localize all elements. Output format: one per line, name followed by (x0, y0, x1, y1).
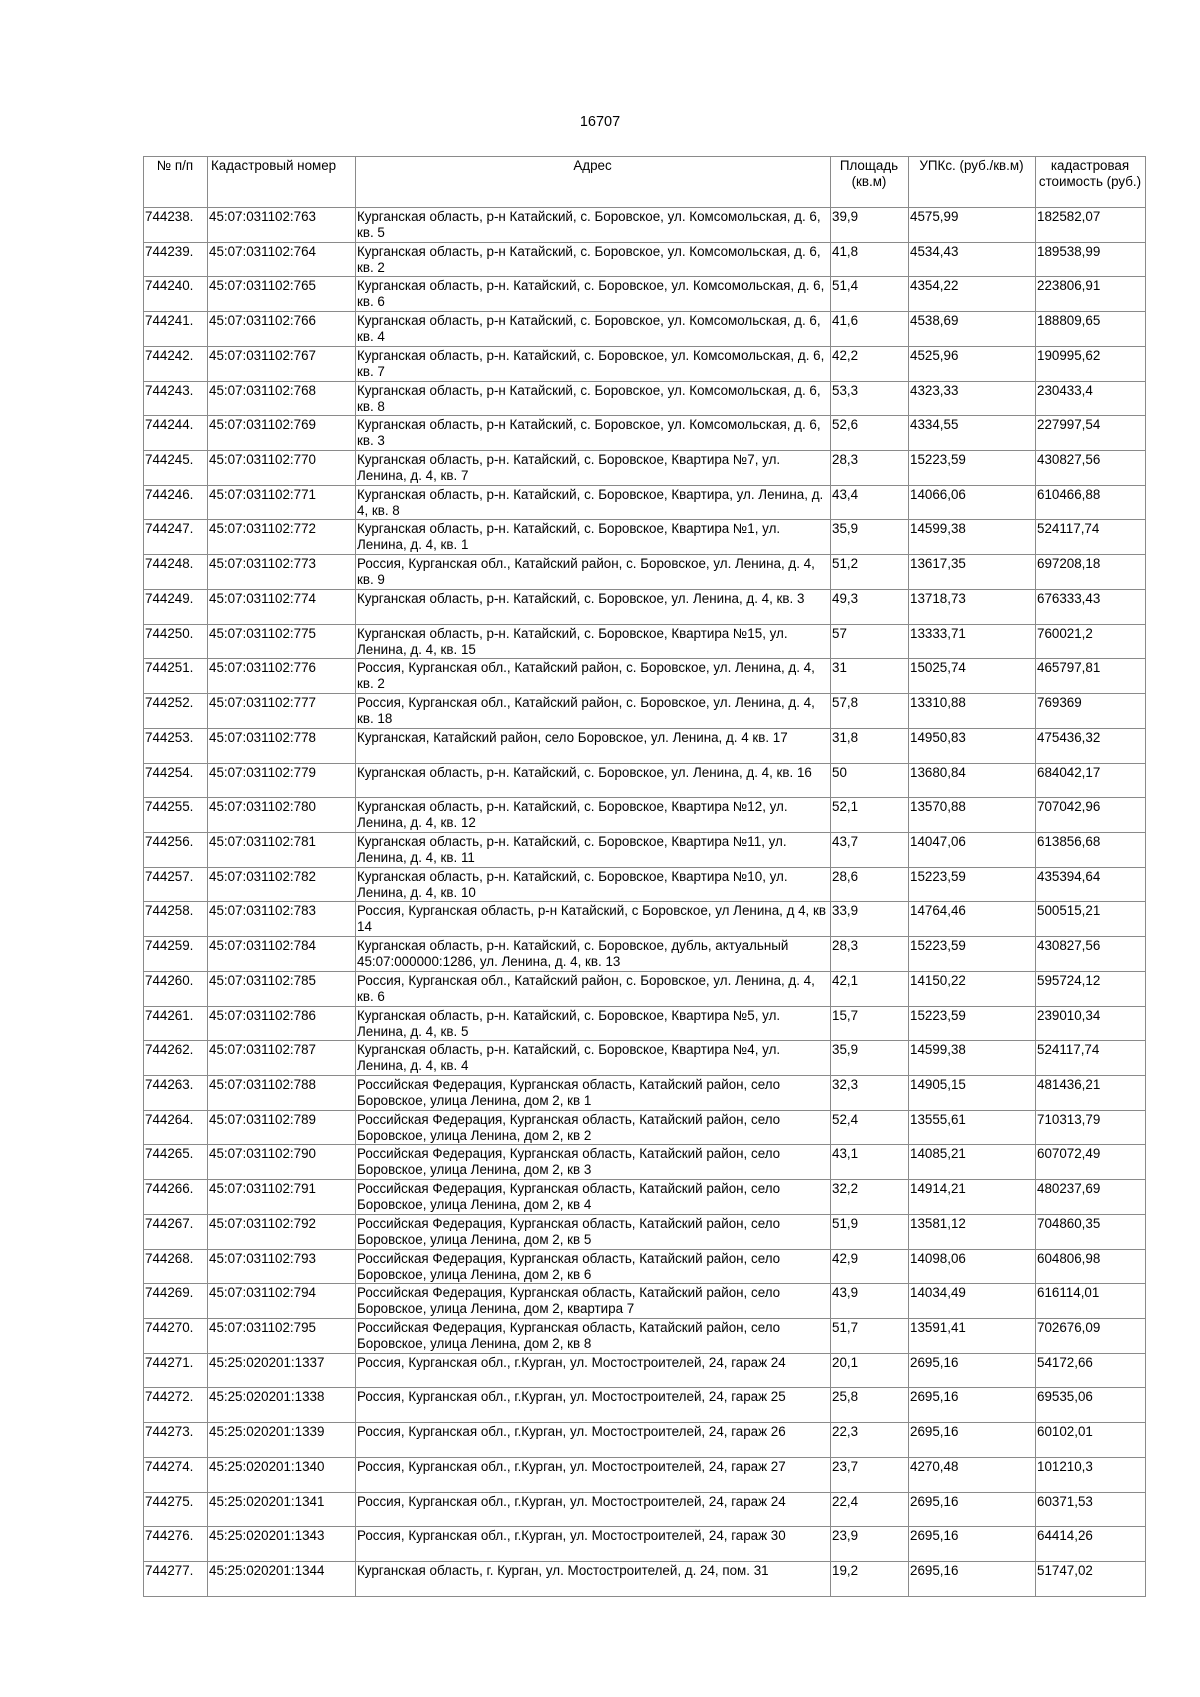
upks-cell: 14066,06 (909, 485, 1036, 520)
header-area: Площадь (кв.м) (831, 157, 909, 208)
upks-cell: 13581,12 (909, 1214, 1036, 1249)
cadastral-number-cell: 45:07:031102:774 (208, 589, 356, 624)
cadastral-value-cell: 760021,2 (1036, 624, 1146, 659)
row-num-cell: 744242. (144, 346, 208, 381)
upks-cell: 15223,59 (909, 867, 1036, 902)
address-cell: Россия, Курганская область, р-н Катайский, с Боровское, ул Ленина, д 4, кв 14 (356, 902, 831, 937)
area-cell: 20,1 (831, 1353, 909, 1388)
table-row (144, 451, 1146, 486)
address-cell: Курганская область, р-н. Катайский, с. Боровское, Квартира №7, ул. Ленина, д. 4, кв. 7 (356, 451, 831, 486)
row-num-cell: 744271. (144, 1353, 208, 1388)
row-num-cell: 744248. (144, 555, 208, 590)
cadastral-number-cell: 45:07:031102:791 (208, 1180, 356, 1215)
area-cell: 43,9 (831, 1284, 909, 1319)
address-cell: Российская Федерация, Курганская область, Катайский район, село Боровское, улица Ленина, дом 2, кв 8 (356, 1319, 831, 1354)
cadastral-number-cell: 45:07:031102:779 (208, 763, 356, 798)
table-row (144, 798, 1146, 833)
table-row (144, 1457, 1146, 1492)
cadastral-value-cell: 710313,79 (1036, 1110, 1146, 1145)
cadastral-number-cell: 45:07:031102:763 (208, 208, 356, 243)
cadastral-number-cell: 45:07:031102:784 (208, 937, 356, 972)
row-num-cell: 744251. (144, 659, 208, 694)
upks-cell: 14764,46 (909, 902, 1036, 937)
row-num-cell: 744257. (144, 867, 208, 902)
upks-cell: 14034,49 (909, 1284, 1036, 1319)
cadastral-value-cell: 595724,12 (1036, 971, 1146, 1006)
row-num-cell: 744269. (144, 1284, 208, 1319)
upks-cell: 15223,59 (909, 937, 1036, 972)
area-cell: 51,2 (831, 555, 909, 590)
cadastral-value-cell: 702676,09 (1036, 1319, 1146, 1354)
table-row (144, 485, 1146, 520)
area-cell: 52,1 (831, 798, 909, 833)
address-cell: Курганская область, р-н. Катайский, с. Боровское, ул. Ленина, д. 4, кв. 16 (356, 763, 831, 798)
cadastral-value-cell: 475436,32 (1036, 728, 1146, 763)
address-cell: Курганская область, р-н. Катайский, с. Боровское, Квартира, ул. Ленина, д. 4, кв. 8 (356, 485, 831, 520)
cadastral-value-cell: 481436,21 (1036, 1075, 1146, 1110)
table-row (144, 728, 1146, 763)
table-row (144, 1284, 1146, 1319)
address-cell: Россия, Курганская обл., г.Курган, ул. Мостостроителей, 24, гараж 26 (356, 1423, 831, 1458)
area-cell: 52,4 (831, 1110, 909, 1145)
row-num-cell: 744250. (144, 624, 208, 659)
upks-cell: 2695,16 (909, 1353, 1036, 1388)
cadastral-value-cell: 101210,3 (1036, 1457, 1146, 1492)
area-cell: 23,9 (831, 1527, 909, 1562)
upks-cell: 2695,16 (909, 1527, 1036, 1562)
row-num-cell: 744264. (144, 1110, 208, 1145)
row-num-cell: 744258. (144, 902, 208, 937)
cadastral-number-cell: 45:07:031102:766 (208, 312, 356, 347)
address-cell: Курганская область, р-н Катайский, с. Боровское, ул. Комсомольская, д. 6, кв. 5 (356, 208, 831, 243)
cadastral-value-cell: 480237,69 (1036, 1180, 1146, 1215)
upks-cell: 4575,99 (909, 208, 1036, 243)
upks-cell: 14047,06 (909, 832, 1036, 867)
address-cell: Россия, Курганская обл., Катайский район, с. Боровское, ул. Ленина, д. 4, кв. 18 (356, 694, 831, 729)
cadastral-value-cell: 189538,99 (1036, 242, 1146, 277)
area-cell: 32,3 (831, 1075, 909, 1110)
cadastral-value-cell: 684042,17 (1036, 763, 1146, 798)
cadastral-number-cell: 45:07:031102:764 (208, 242, 356, 277)
cadastral-number-cell: 45:25:020201:1337 (208, 1353, 356, 1388)
area-cell: 19,2 (831, 1562, 909, 1597)
row-num-cell: 744253. (144, 728, 208, 763)
table-row (144, 659, 1146, 694)
row-num-cell: 744276. (144, 1527, 208, 1562)
row-num-cell: 744274. (144, 1457, 208, 1492)
area-cell: 22,3 (831, 1423, 909, 1458)
upks-cell: 13333,71 (909, 624, 1036, 659)
row-num-cell: 744244. (144, 416, 208, 451)
area-cell: 28,3 (831, 937, 909, 972)
upks-cell: 15025,74 (909, 659, 1036, 694)
address-cell: Российская Федерация, Курганская область, Катайский район, село Боровское, улица Ленина, дом 2, квартира 7 (356, 1284, 831, 1319)
address-cell: Курганская область, р-н. Катайский, с. Боровское, Квартира №5, ул. Ленина, д. 4, кв. 5 (356, 1006, 831, 1041)
header-num: № п/п (144, 157, 208, 208)
area-cell: 57 (831, 624, 909, 659)
cadastral-number-cell: 45:07:031102:783 (208, 902, 356, 937)
area-cell: 43,4 (831, 485, 909, 520)
table-header-row (144, 157, 1146, 208)
cadastral-value-cell: 435394,64 (1036, 867, 1146, 902)
upks-cell: 13718,73 (909, 589, 1036, 624)
row-num-cell: 744268. (144, 1249, 208, 1284)
cadastral-value-cell: 465797,81 (1036, 659, 1146, 694)
cadastral-number-cell: 45:07:031102:775 (208, 624, 356, 659)
upks-cell: 2695,16 (909, 1492, 1036, 1527)
address-cell: Курганская область, р-н Катайский, с. Боровское, ул. Комсомольская, д. 6, кв. 4 (356, 312, 831, 347)
row-num-cell: 744277. (144, 1562, 208, 1597)
upks-cell: 13555,61 (909, 1110, 1036, 1145)
area-cell: 57,8 (831, 694, 909, 729)
address-cell: Российская Федерация, Курганская область, Катайский район, село Боровское, улица Ленина, дом 2, кв 5 (356, 1214, 831, 1249)
address-cell: Курганская область, р-н. Катайский, с. Боровское, дубль, актуальный 45:07:000000:1286, ул. Ленина, д. 4, кв. 13 (356, 937, 831, 972)
row-num-cell: 744255. (144, 798, 208, 833)
cadastral-number-cell: 45:07:031102:767 (208, 346, 356, 381)
row-num-cell: 744249. (144, 589, 208, 624)
upks-cell: 14085,21 (909, 1145, 1036, 1180)
cadastral-value-cell: 54172,66 (1036, 1353, 1146, 1388)
upks-cell: 2695,16 (909, 1423, 1036, 1458)
table-row (144, 381, 1146, 416)
address-cell: Российская Федерация, Курганская область, Катайский район, село Боровское, улица Ленина, дом 2, кв 6 (356, 1249, 831, 1284)
area-cell: 43,1 (831, 1145, 909, 1180)
upks-cell: 4538,69 (909, 312, 1036, 347)
table-row (144, 242, 1146, 277)
table-row (144, 1180, 1146, 1215)
page-number: 16707 (579, 114, 621, 130)
table-row (144, 1041, 1146, 1076)
cadastral-number-cell: 45:25:020201:1339 (208, 1423, 356, 1458)
area-cell: 51,4 (831, 277, 909, 312)
cadastral-number-cell: 45:07:031102:795 (208, 1319, 356, 1354)
table-row (144, 1562, 1146, 1597)
address-cell: Курганская область, р-н. Катайский, с. Боровское, Квартира №12, ул. Ленина, д. 4, кв. 12 (356, 798, 831, 833)
cadastral-value-cell: 430827,56 (1036, 451, 1146, 486)
address-cell: Россия, Курганская обл., г.Курган, ул. Мостостроителей, 24, гараж 27 (356, 1457, 831, 1492)
cadastral-number-cell: 45:07:031102:780 (208, 798, 356, 833)
table-row (144, 1492, 1146, 1527)
cadastral-value-cell: 190995,62 (1036, 346, 1146, 381)
table-row (144, 346, 1146, 381)
cadastral-number-cell: 45:25:020201:1344 (208, 1562, 356, 1597)
table-row (144, 1006, 1146, 1041)
cadastral-number-cell: 45:25:020201:1343 (208, 1527, 356, 1562)
cadastral-number-cell: 45:07:031102:771 (208, 485, 356, 520)
area-cell: 28,6 (831, 867, 909, 902)
cadastral-value-cell: 676333,43 (1036, 589, 1146, 624)
row-num-cell: 744270. (144, 1319, 208, 1354)
address-cell: Российская Федерация, Курганская область, Катайский район, село Боровское, улица Ленина, дом 2, кв 1 (356, 1075, 831, 1110)
cadastral-number-cell: 45:07:031102:787 (208, 1041, 356, 1076)
cadastral-value-cell: 230433,4 (1036, 381, 1146, 416)
cadastral-value-cell: 500515,21 (1036, 902, 1146, 937)
table-row (144, 867, 1146, 902)
cadastral-number-cell: 45:07:031102:776 (208, 659, 356, 694)
table-row (144, 416, 1146, 451)
area-cell: 41,8 (831, 242, 909, 277)
cadastral-number-cell: 45:07:031102:777 (208, 694, 356, 729)
table-row (144, 1145, 1146, 1180)
table-row (144, 937, 1146, 972)
address-cell: Курганская область, р-н. Катайский, с. Боровское, Квартира №15, ул. Ленина, д. 4, кв. 15 (356, 624, 831, 659)
area-cell: 33,9 (831, 902, 909, 937)
address-cell: Курганская область, р-н. Катайский, с. Боровское, Квартира №4, ул. Ленина, д. 4, кв. 4 (356, 1041, 831, 1076)
upks-cell: 13310,88 (909, 694, 1036, 729)
upks-cell: 4323,33 (909, 381, 1036, 416)
address-cell: Курганская, Катайский район, село Боровское, ул. Ленина, д. 4 кв. 17 (356, 728, 831, 763)
upks-cell: 4534,43 (909, 242, 1036, 277)
upks-cell: 2695,16 (909, 1388, 1036, 1423)
upks-cell: 14914,21 (909, 1180, 1036, 1215)
cadastral-value-cell: 524117,74 (1036, 520, 1146, 555)
header-value: кадастровая стоимость (руб.) (1036, 157, 1146, 208)
area-cell: 39,9 (831, 208, 909, 243)
area-cell: 41,6 (831, 312, 909, 347)
address-cell: Курганская область, р-н. Катайский, с. Боровское, ул. Комсомольская, д. 6, кв. 7 (356, 346, 831, 381)
upks-cell: 4354,22 (909, 277, 1036, 312)
address-cell: Россия, Курганская обл., г.Курган, ул. Мостостроителей, 24, гараж 30 (356, 1527, 831, 1562)
cadastral-number-cell: 45:07:031102:793 (208, 1249, 356, 1284)
upks-cell: 4334,55 (909, 416, 1036, 451)
cadastral-value-cell: 604806,98 (1036, 1249, 1146, 1284)
cadastral-number-cell: 45:07:031102:772 (208, 520, 356, 555)
area-cell: 25,8 (831, 1388, 909, 1423)
cadastral-number-cell: 45:07:031102:781 (208, 832, 356, 867)
area-cell: 43,7 (831, 832, 909, 867)
address-cell: Российская Федерация, Курганская область, Катайский район, село Боровское, улица Ленина, дом 2, кв 3 (356, 1145, 831, 1180)
row-num-cell: 744267. (144, 1214, 208, 1249)
cadastral-number-cell: 45:07:031102:792 (208, 1214, 356, 1249)
cadastral-value-cell: 223806,91 (1036, 277, 1146, 312)
cadastral-number-cell: 45:07:031102:789 (208, 1110, 356, 1145)
area-cell: 35,9 (831, 1041, 909, 1076)
cadastral-number-cell: 45:07:031102:782 (208, 867, 356, 902)
table-row (144, 971, 1146, 1006)
cadastral-number-cell: 45:07:031102:790 (208, 1145, 356, 1180)
table-row (144, 832, 1146, 867)
cadastral-number-cell: 45:07:031102:770 (208, 451, 356, 486)
area-cell: 42,2 (831, 346, 909, 381)
cadastral-number-cell: 45:25:020201:1341 (208, 1492, 356, 1527)
area-cell: 50 (831, 763, 909, 798)
row-num-cell: 744266. (144, 1180, 208, 1215)
area-cell: 53,3 (831, 381, 909, 416)
address-cell: Россия, Курганская обл., Катайский район, с. Боровское, ул. Ленина, д. 4, кв. 2 (356, 659, 831, 694)
upks-cell: 13570,88 (909, 798, 1036, 833)
cadastral-value-cell: 610466,88 (1036, 485, 1146, 520)
cadastral-number-cell: 45:07:031102:778 (208, 728, 356, 763)
upks-cell: 2695,16 (909, 1562, 1036, 1597)
area-cell: 49,3 (831, 589, 909, 624)
cadastral-value-cell: 64414,26 (1036, 1527, 1146, 1562)
row-num-cell: 744252. (144, 694, 208, 729)
table-row (144, 1388, 1146, 1423)
address-cell: Россия, Курганская обл., Катайский район, с. Боровское, ул. Ленина, д. 4, кв. 9 (356, 555, 831, 590)
row-num-cell: 744243. (144, 381, 208, 416)
row-num-cell: 744265. (144, 1145, 208, 1180)
table-row (144, 1319, 1146, 1354)
area-cell: 51,9 (831, 1214, 909, 1249)
cadastral-number-cell: 45:25:020201:1338 (208, 1388, 356, 1423)
area-cell: 51,7 (831, 1319, 909, 1354)
row-num-cell: 744245. (144, 451, 208, 486)
table-row (144, 555, 1146, 590)
area-cell: 28,3 (831, 451, 909, 486)
table-row (144, 902, 1146, 937)
address-cell: Курганская область, р-н. Катайский, с. Боровское, Квартира №11, ул. Ленина, д. 4, кв. 11 (356, 832, 831, 867)
upks-cell: 13591,41 (909, 1319, 1036, 1354)
cadastral-number-cell: 45:07:031102:765 (208, 277, 356, 312)
cadastral-value-cell: 430827,56 (1036, 937, 1146, 972)
row-num-cell: 744246. (144, 485, 208, 520)
row-num-cell: 744247. (144, 520, 208, 555)
upks-cell: 14905,15 (909, 1075, 1036, 1110)
table-row (144, 1214, 1146, 1249)
cadastral-value-cell: 704860,35 (1036, 1214, 1146, 1249)
address-cell: Курганская область, р-н. Катайский, с. Боровское, Квартира №1, ул. Ленина, д. 4, кв. 1 (356, 520, 831, 555)
table-row (144, 1423, 1146, 1458)
table-row (144, 763, 1146, 798)
table-row (144, 312, 1146, 347)
address-cell: Курганская область, р-н. Катайский, с. Боровское, ул. Комсомольская, д. 6, кв. 6 (356, 277, 831, 312)
area-cell: 52,6 (831, 416, 909, 451)
upks-cell: 13680,84 (909, 763, 1036, 798)
area-cell: 31,8 (831, 728, 909, 763)
table-row (144, 277, 1146, 312)
cadastral-value-cell: 616114,01 (1036, 1284, 1146, 1319)
row-num-cell: 744240. (144, 277, 208, 312)
cadastral-value-cell: 69535,06 (1036, 1388, 1146, 1423)
area-cell: 32,2 (831, 1180, 909, 1215)
area-cell: 35,9 (831, 520, 909, 555)
cadastral-number-cell: 45:07:031102:769 (208, 416, 356, 451)
cadastral-value-cell: 182582,07 (1036, 208, 1146, 243)
row-num-cell: 744259. (144, 937, 208, 972)
cadastral-value-cell: 227997,54 (1036, 416, 1146, 451)
upks-cell: 14098,06 (909, 1249, 1036, 1284)
table-row (144, 1353, 1146, 1388)
cadastral-value-cell: 613856,68 (1036, 832, 1146, 867)
table-row (144, 520, 1146, 555)
address-cell: Курганская область, р-н. Катайский, с. Боровское, Квартира №10, ул. Ленина, д. 4, кв. 10 (356, 867, 831, 902)
address-cell: Курганская область, р-н Катайский, с. Боровское, ул. Комсомольская, д. 6, кв. 2 (356, 242, 831, 277)
address-cell: Российская Федерация, Курганская область, Катайский район, село Боровское, улица Ленина, дом 2, кв 4 (356, 1180, 831, 1215)
table-row (144, 1527, 1146, 1562)
address-cell: Россия, Курганская обл., г.Курган, ул. Мостостроителей, 24, гараж 24 (356, 1492, 831, 1527)
table-row (144, 1249, 1146, 1284)
header-cadastral: Кадастровый номер (208, 157, 356, 208)
address-cell: Курганская область, р-н. Катайский, с. Боровское, ул. Ленина, д. 4, кв. 3 (356, 589, 831, 624)
cadastral-number-cell: 45:25:020201:1340 (208, 1457, 356, 1492)
row-num-cell: 744241. (144, 312, 208, 347)
row-num-cell: 744239. (144, 242, 208, 277)
cadastral-value-cell: 607072,49 (1036, 1145, 1146, 1180)
cadastral-number-cell: 45:07:031102:786 (208, 1006, 356, 1041)
row-num-cell: 744238. (144, 208, 208, 243)
cadastral-number-cell: 45:07:031102:773 (208, 555, 356, 590)
table-row (144, 694, 1146, 729)
cadastral-value-cell: 60102,01 (1036, 1423, 1146, 1458)
cadastral-number-cell: 45:07:031102:788 (208, 1075, 356, 1110)
cadastral-number-cell: 45:07:031102:794 (208, 1284, 356, 1319)
upks-cell: 4525,96 (909, 346, 1036, 381)
address-cell: Российская Федерация, Курганская область, Катайский район, село Боровское, улица Ленина, дом 2, кв 2 (356, 1110, 831, 1145)
row-num-cell: 744263. (144, 1075, 208, 1110)
cadastral-number-cell: 45:07:031102:785 (208, 971, 356, 1006)
area-cell: 42,9 (831, 1249, 909, 1284)
cadastral-value-cell: 239010,34 (1036, 1006, 1146, 1041)
upks-cell: 15223,59 (909, 1006, 1036, 1041)
row-num-cell: 744272. (144, 1388, 208, 1423)
area-cell: 42,1 (831, 971, 909, 1006)
table-row (144, 624, 1146, 659)
header-address: Адрес (356, 157, 831, 208)
table-row (144, 589, 1146, 624)
row-num-cell: 744261. (144, 1006, 208, 1041)
upks-cell: 14599,38 (909, 1041, 1036, 1076)
row-num-cell: 744275. (144, 1492, 208, 1527)
area-cell: 31 (831, 659, 909, 694)
upks-cell: 14950,83 (909, 728, 1036, 763)
cadastral-value-cell: 60371,53 (1036, 1492, 1146, 1527)
row-num-cell: 744262. (144, 1041, 208, 1076)
row-num-cell: 744273. (144, 1423, 208, 1458)
row-num-cell: 744256. (144, 832, 208, 867)
upks-cell: 13617,35 (909, 555, 1036, 590)
row-num-cell: 744254. (144, 763, 208, 798)
upks-cell: 4270,48 (909, 1457, 1036, 1492)
cadastral-value-cell: 769369 (1036, 694, 1146, 729)
area-cell: 22,4 (831, 1492, 909, 1527)
address-cell: Россия, Курганская обл., г.Курган, ул. Мостостроителей, 24, гараж 24 (356, 1353, 831, 1388)
cadastral-value-cell: 188809,65 (1036, 312, 1146, 347)
table-row (144, 1075, 1146, 1110)
cadastral-number-cell: 45:07:031102:768 (208, 381, 356, 416)
area-cell: 23,7 (831, 1457, 909, 1492)
table-row (144, 208, 1146, 243)
header-upks: УПКс. (руб./кв.м) (909, 157, 1036, 208)
cadastral-value-cell: 697208,18 (1036, 555, 1146, 590)
upks-cell: 14150,22 (909, 971, 1036, 1006)
table-row (144, 1110, 1146, 1145)
area-cell: 15,7 (831, 1006, 909, 1041)
cadastral-table (143, 156, 1146, 1597)
row-num-cell: 744260. (144, 971, 208, 1006)
address-cell: Курганская область, г. Курган, ул. Мостостроителей, д. 24, пом. 31 (356, 1562, 831, 1597)
address-cell: Курганская область, р-н Катайский, с. Боровское, ул. Комсомольская, д. 6, кв. 3 (356, 416, 831, 451)
cadastral-value-cell: 524117,74 (1036, 1041, 1146, 1076)
upks-cell: 14599,38 (909, 520, 1036, 555)
address-cell: Курганская область, р-н Катайский, с. Боровское, ул. Комсомольская, д. 6, кв. 8 (356, 381, 831, 416)
cadastral-value-cell: 707042,96 (1036, 798, 1146, 833)
address-cell: Россия, Курганская обл., Катайский район, с. Боровское, ул. Ленина, д. 4, кв. 6 (356, 971, 831, 1006)
cadastral-value-cell: 51747,02 (1036, 1562, 1146, 1597)
upks-cell: 15223,59 (909, 451, 1036, 486)
address-cell: Россия, Курганская обл., г.Курган, ул. Мостостроителей, 24, гараж 25 (356, 1388, 831, 1423)
